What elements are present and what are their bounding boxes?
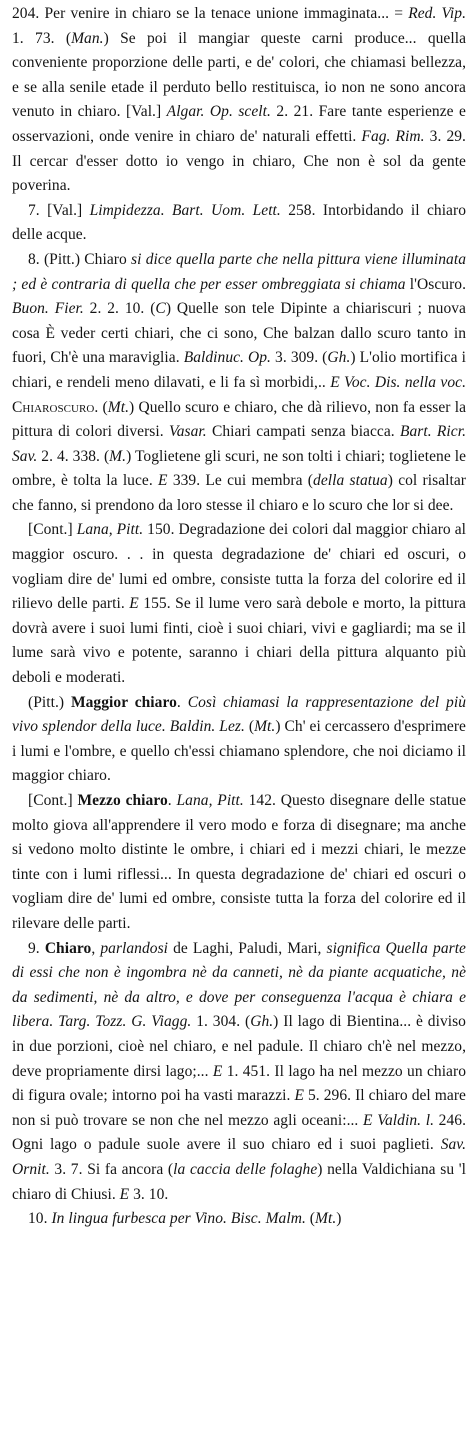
italic-segment: Red. Vip.	[408, 5, 467, 22]
entry-paragraph-cont-lana	[12, 518, 466, 690]
entry-paragraph-9	[12, 937, 466, 1208]
italic-segment: della statua	[313, 472, 388, 490]
text-segment: 150. Degradazione dei colori dal maggior chiaro al maggior oscuro. . . in questa degradazione de' chiari ed oscuri, o vogliam dire de' lumi ed ombre, consiste tutta la forza del colorire ed il rilievo delle parti.	[12, 521, 467, 613]
text-segment: 246. Ogni lago o padule suole avere il suo chiaro ed i suoi paglieti.	[12, 1111, 466, 1154]
text-segment: ) Quello scuro e chiaro, che dà rilievo, non fa esser la pittura di colori diversi.	[12, 398, 467, 441]
text-segment: (Pitt.)	[28, 693, 71, 711]
italic-segment: Mt.	[254, 718, 276, 736]
italic-segment: E	[129, 595, 139, 613]
entry-paragraph-204	[12, 2, 466, 199]
italic-segment: Così chiamasi la rappresentazione del più vivo splendor della luce. Baldin. Lez.	[12, 693, 466, 736]
text-segment: [Cont.]	[28, 521, 77, 539]
text-segment: (	[305, 1210, 316, 1228]
text-segment: 7. [Val.]	[28, 201, 90, 219]
italic-segment: Gh.	[327, 349, 351, 367]
italic-segment: Algar. Op. scelt.	[166, 103, 271, 121]
entry-paragraph-mezzo-chiaro	[12, 789, 466, 937]
text-segment: 155. Se il lume vero sarà debole e morto, la pittura dovrà avere i suoi lumi finti, cioè i suoi chiari, vivi e gagliardi; ma se il lume sarà vivo e potente, saranno i chiari della pittura alquanto più deboli e moderati.	[12, 595, 466, 687]
italic-segment: la caccia delle folaghe	[173, 1160, 318, 1178]
text-segment: 3. 309. (	[271, 349, 328, 367]
text-segment: . (	[94, 398, 108, 416]
italic-segment: E Valdin. l.	[363, 1111, 434, 1129]
text-segment: ) Se poi il mangiar queste carni produce... quella conveniente proporzione delle parti, e de' colori, che chiamasi bellezza, e se alla senile etade il perduto bello restituisca, io non ne sono ancora venuto in chiaro. [Val.]	[12, 29, 466, 121]
entry-paragraph-maggior-chiaro	[12, 691, 466, 789]
entry-paragraph-8	[12, 248, 466, 519]
entry-paragraph-10	[12, 1207, 466, 1232]
text-segment: .	[167, 792, 177, 809]
italic-segment: C	[155, 300, 166, 318]
text-segment: 1. 304. (	[191, 1013, 251, 1031]
italic-segment: Lana, Pitt.	[176, 792, 244, 809]
text-segment: ) Ch' ei cercassero d'esprimere i lumi e l'ombre, e quello ch'essi chiamano splendore, che noi diciamo il maggior chiaro.	[12, 718, 466, 785]
italic-segment: In lingua furbesca per Vino. Bisc. Malm.	[51, 1210, 306, 1228]
italic-segment: E	[212, 1062, 223, 1080]
italic-segment: parlandosi	[100, 939, 169, 957]
text-segment: 1. 73. (	[12, 29, 72, 47]
text-segment: 204. Per venire in chiaro se la tenace unione immaginata... =	[12, 5, 409, 22]
text-segment: 3. 7. Si fa ancora (	[49, 1160, 174, 1178]
italic-segment: Fag. Rim.	[361, 127, 425, 145]
bold-segment: Maggior chiaro	[70, 693, 177, 711]
text-segment: .	[176, 693, 188, 711]
italic-segment: Gh.	[250, 1013, 274, 1031]
text-segment: de Laghi, Paludi, Mari,	[168, 939, 327, 957]
text-segment: ) Quelle son tele Dipinte a chiariscuri ; nuova cosa È veder certi chiari, che ci sono, Che balzan dallo scuro tanto in fuori, Ch'è una maraviglia.	[12, 300, 466, 367]
italic-segment: Man.	[71, 29, 104, 47]
text-segment: l'Oscuro.	[405, 275, 467, 293]
text-segment: 8. (Pitt.) Chiaro	[28, 250, 132, 268]
text-segment: 2. 4. 338. (	[37, 447, 110, 465]
text-segment: 142. Questo disegnare delle statue molto giova all'apprendere il vero modo e forza di disegnare; ma anche si vedono molto distinte le ombre, i chiari ed i mezzi chiari, le mezze tinte con i lumi riflessi... In questa degradazione de' chiari ed oscuri o vogliam dire de' lumi ed ombre, consiste tutta la forza del colorire ed il rilevare delle parti.	[12, 792, 467, 932]
text-segment: (	[244, 718, 255, 736]
text-segment: 3. 10.	[129, 1185, 169, 1203]
italic-segment: Limpidezza. Bart. Uom. Lett.	[89, 201, 281, 219]
bold-segment: Chiaro	[44, 939, 92, 957]
italic-segment: Lana, Pitt.	[76, 521, 144, 539]
text-segment: 9.	[28, 939, 45, 957]
text-segment: 1. 451. Il lago ha nel mezzo un chiaro di figura ovale; intorno poi ha vasti marazzi.	[12, 1062, 466, 1105]
text-segment: ) Toglietene gli scuri, ne son tolti i chiari; toglietene le ombre, è tolta la luce.	[12, 447, 467, 490]
italic-segment: Buon. Fier.	[12, 300, 84, 318]
text-segment: 3. 29. Il cercar d'esser dotto io vengo in chiaro, Che non è sol da gente poverina.	[12, 127, 466, 195]
text-segment: 258. Intorbidando il chiaro delle acque.	[12, 201, 466, 244]
italic-segment: Mt.	[315, 1210, 337, 1228]
text-segment: ) L'olio mortifica i chiari, e rendeli meno dilavati, e li fa sì morbidi,..	[12, 349, 467, 391]
text-segment: ) nella Valdichiana su 'l chiaro di Chiusi.	[12, 1160, 466, 1203]
text-segment: Chiari campati senza biacca.	[206, 423, 400, 441]
italic-segment: si dice quella parte che nella pittura viene illuminata ; ed è contraria di quella che per esser ombreggiata si chiama	[12, 250, 466, 293]
smallcaps-segment: Chiaroscuro	[12, 398, 95, 416]
italic-segment: Bart. Ricr. Sav.	[12, 423, 466, 465]
italic-segment: Vasar.	[168, 423, 207, 441]
text-segment: 2. 2. 10. (	[83, 300, 156, 318]
italic-segment: Mt.	[107, 398, 130, 416]
italic-segment: E Voc. Dis. nella voc.	[330, 373, 466, 391]
italic-segment: Baldinuc. Op.	[183, 349, 271, 367]
text-segment: ) col risaltar che fanno, si prendono da loro stesse il chiaro e lo scuro che lor si dee.	[12, 472, 466, 514]
text-segment: 339. Le cui membra (	[167, 472, 314, 490]
entry-paragraph-7	[12, 199, 466, 248]
italic-segment: E	[294, 1087, 304, 1105]
text-segment: )	[336, 1210, 342, 1228]
text-segment: ,	[91, 939, 101, 957]
bold-segment: Mezzo chiaro	[77, 792, 168, 809]
italic-segment: E	[158, 472, 168, 490]
italic-segment: Sav. Ornit.	[12, 1136, 466, 1178]
italic-segment: significa Quella parte di essi che non è ingombra nè da canneti, nè da piante acquatiche, nè da sedimenti, nè da altro, e dove per conseguenza l'acqua è chiara e libera. Targ. Tozz. G. Viagg.	[12, 939, 466, 1031]
text-segment: 10.	[28, 1210, 52, 1228]
text-segment: ) Il lago di Bientina... è diviso in due porzioni, cioè nel chiaro, e nel padule. Il chiaro ch'è nel mezzo, deve propriamente dirsi lago;...	[12, 1013, 466, 1080]
italic-segment: E	[119, 1185, 130, 1203]
italic-segment: M.	[109, 447, 127, 465]
text-segment: 2. 21. Fare tante esperienze e osservazioni, onde venire in chiaro de' naturali effetti.	[12, 103, 466, 145]
text-segment: [Cont.]	[28, 792, 78, 809]
text-segment: 5. 296. Il chiaro del mare non si può trovare se non che nel mezzo agli oceani:...	[12, 1087, 466, 1129]
